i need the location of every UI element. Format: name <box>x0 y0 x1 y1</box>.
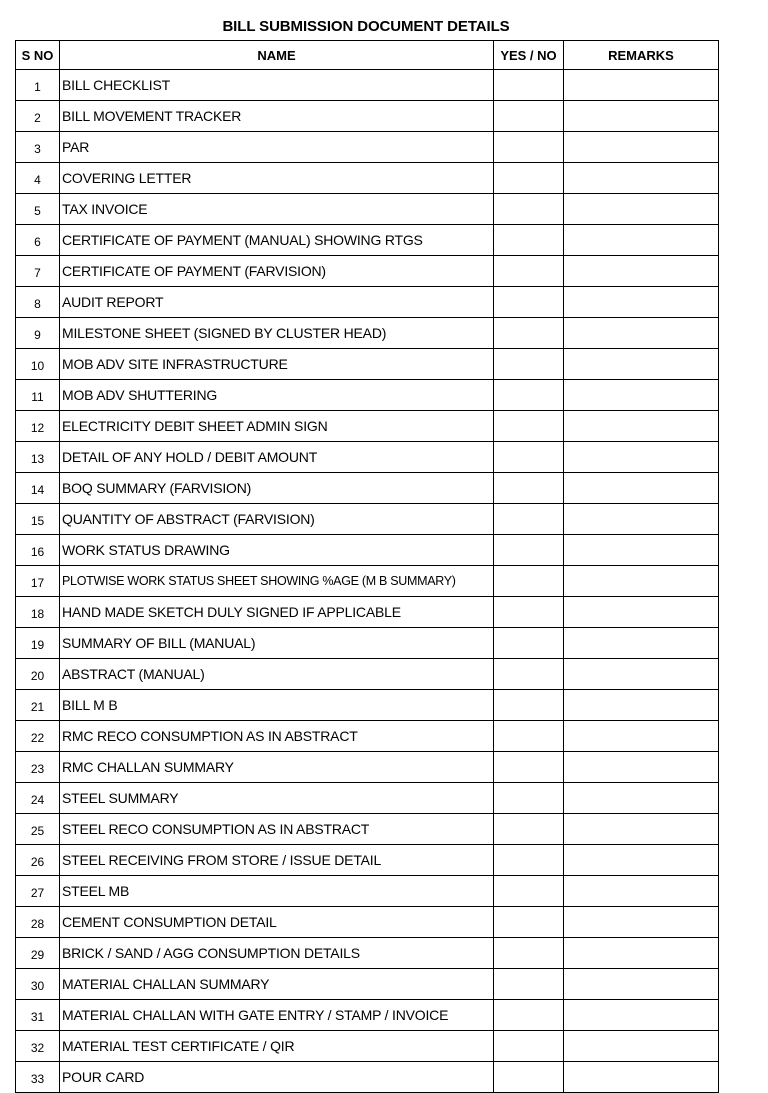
row-name-cell: STEEL RECEIVING FROM STORE / ISSUE DETAIL <box>60 845 494 876</box>
table-row <box>16 876 719 907</box>
row-yes-no-cell <box>494 411 564 442</box>
row-name-cell: BILL CHECKLIST <box>60 70 494 101</box>
row-remarks-cell <box>564 163 719 194</box>
row-yes-no-cell <box>494 628 564 659</box>
row-yes-no-cell <box>494 969 564 1000</box>
table-row <box>16 1062 719 1093</box>
row-yes-no-cell <box>494 659 564 690</box>
row-yes-no-cell <box>494 101 564 132</box>
table-row <box>16 535 719 566</box>
row-sno-cell: 23 <box>16 752 60 783</box>
table-row <box>16 659 719 690</box>
row-remarks-cell <box>564 132 719 163</box>
row-sno-cell: 3 <box>16 132 60 163</box>
row-sno-cell: 12 <box>16 411 60 442</box>
row-remarks-cell <box>564 194 719 225</box>
table-row <box>16 225 719 256</box>
row-remarks-cell <box>564 690 719 721</box>
row-remarks-cell <box>564 318 719 349</box>
table-row <box>16 349 719 380</box>
row-remarks-cell <box>564 411 719 442</box>
row-sno-cell: 26 <box>16 845 60 876</box>
row-name-cell: STEEL RECO CONSUMPTION AS IN ABSTRACT <box>60 814 494 845</box>
document-title: BILL SUBMISSION DOCUMENT DETAILS <box>222 18 510 35</box>
row-remarks-cell <box>564 1000 719 1031</box>
row-sno-cell: 25 <box>16 814 60 845</box>
row-remarks-cell <box>564 814 719 845</box>
row-remarks-cell <box>564 442 719 473</box>
row-remarks-cell <box>564 225 719 256</box>
table-row <box>16 628 719 659</box>
row-sno-cell: 20 <box>16 659 60 690</box>
row-sno-cell: 13 <box>16 442 60 473</box>
row-remarks-cell <box>564 783 719 814</box>
row-name-cell: SUMMARY OF BILL (MANUAL) <box>60 628 494 659</box>
row-sno-cell: 18 <box>16 597 60 628</box>
row-remarks-cell <box>564 566 719 597</box>
row-name-cell: PAR <box>60 132 494 163</box>
table-row <box>16 380 719 411</box>
row-name-cell: QUANTITY OF ABSTRACT (FARVISION) <box>60 504 494 535</box>
row-name-cell: MILESTONE SHEET (SIGNED BY CLUSTER HEAD) <box>60 318 494 349</box>
row-sno-cell: 17 <box>16 566 60 597</box>
table-row <box>16 566 719 597</box>
row-sno-cell: 15 <box>16 504 60 535</box>
row-remarks-cell <box>564 504 719 535</box>
row-yes-no-cell <box>494 721 564 752</box>
row-yes-no-cell <box>494 1062 564 1093</box>
table-row <box>16 163 719 194</box>
row-name-cell: BRICK / SAND / AGG CONSUMPTION DETAILS <box>60 938 494 969</box>
row-sno-cell: 21 <box>16 690 60 721</box>
row-remarks-cell <box>564 256 719 287</box>
row-name-cell: CERTIFICATE OF PAYMENT (FARVISION) <box>60 256 494 287</box>
table-row <box>16 318 719 349</box>
row-remarks-cell <box>564 907 719 938</box>
header-name: NAME <box>60 41 494 70</box>
row-remarks-cell <box>564 1062 719 1093</box>
row-yes-no-cell <box>494 318 564 349</box>
row-name-cell: STEEL MB <box>60 876 494 907</box>
row-sno-cell: 14 <box>16 473 60 504</box>
row-sno-cell: 19 <box>16 628 60 659</box>
row-remarks-cell <box>564 938 719 969</box>
row-name-cell: MOB ADV SHUTTERING <box>60 380 494 411</box>
table-row <box>16 1031 719 1062</box>
row-remarks-cell <box>564 70 719 101</box>
row-remarks-cell <box>564 659 719 690</box>
row-sno-cell: 7 <box>16 256 60 287</box>
row-remarks-cell <box>564 597 719 628</box>
row-sno-cell: 28 <box>16 907 60 938</box>
table-row <box>16 411 719 442</box>
row-remarks-cell <box>564 349 719 380</box>
row-yes-no-cell <box>494 938 564 969</box>
row-sno-cell: 29 <box>16 938 60 969</box>
row-sno-cell: 11 <box>16 380 60 411</box>
row-yes-no-cell <box>494 1031 564 1062</box>
row-yes-no-cell <box>494 1000 564 1031</box>
row-yes-no-cell <box>494 70 564 101</box>
row-sno-cell: 10 <box>16 349 60 380</box>
row-sno-cell: 27 <box>16 876 60 907</box>
row-sno-cell: 30 <box>16 969 60 1000</box>
table-row <box>16 287 719 318</box>
table-row <box>16 442 719 473</box>
row-sno-cell: 33 <box>16 1062 60 1093</box>
row-remarks-cell <box>564 876 719 907</box>
row-name-cell: MOB ADV SITE INFRASTRUCTURE <box>60 349 494 380</box>
table-row <box>16 845 719 876</box>
row-yes-no-cell <box>494 535 564 566</box>
table-row <box>16 969 719 1000</box>
row-sno-cell: 4 <box>16 163 60 194</box>
table-row <box>16 504 719 535</box>
table-row <box>16 132 719 163</box>
bill-submission-table <box>15 40 719 1093</box>
table-row <box>16 70 719 101</box>
row-name-cell: COVERING LETTER <box>60 163 494 194</box>
row-name-cell: CERTIFICATE OF PAYMENT (MANUAL) SHOWING RTGS <box>60 225 494 256</box>
row-sno-cell: 24 <box>16 783 60 814</box>
row-name-cell: HAND MADE SKETCH DULY SIGNED IF APPLICABLE <box>60 597 494 628</box>
row-yes-no-cell <box>494 256 564 287</box>
row-yes-no-cell <box>494 380 564 411</box>
table-row <box>16 597 719 628</box>
row-name-cell: BOQ SUMMARY (FARVISION) <box>60 473 494 504</box>
row-yes-no-cell <box>494 349 564 380</box>
table-row <box>16 473 719 504</box>
table-row <box>16 194 719 225</box>
row-sno-cell: 6 <box>16 225 60 256</box>
row-yes-no-cell <box>494 845 564 876</box>
row-yes-no-cell <box>494 876 564 907</box>
row-yes-no-cell <box>494 690 564 721</box>
row-sno-cell: 2 <box>16 101 60 132</box>
row-name-cell: BILL MOVEMENT TRACKER <box>60 101 494 132</box>
row-remarks-cell <box>564 969 719 1000</box>
row-remarks-cell <box>564 628 719 659</box>
table-body <box>16 70 719 1093</box>
table-row <box>16 814 719 845</box>
row-yes-no-cell <box>494 287 564 318</box>
row-yes-no-cell <box>494 907 564 938</box>
row-sno-cell: 8 <box>16 287 60 318</box>
row-remarks-cell <box>564 721 719 752</box>
row-name-cell: TAX INVOICE <box>60 194 494 225</box>
table-row <box>16 101 719 132</box>
table-row <box>16 907 719 938</box>
row-sno-cell: 9 <box>16 318 60 349</box>
table-row <box>16 256 719 287</box>
row-remarks-cell <box>564 473 719 504</box>
row-name-cell: ABSTRACT (MANUAL) <box>60 659 494 690</box>
row-sno-cell: 16 <box>16 535 60 566</box>
row-yes-no-cell <box>494 814 564 845</box>
row-name-cell: POUR CARD <box>60 1062 494 1093</box>
row-yes-no-cell <box>494 783 564 814</box>
row-name-cell: WORK STATUS DRAWING <box>60 535 494 566</box>
row-yes-no-cell <box>494 194 564 225</box>
row-name-cell: CEMENT CONSUMPTION DETAIL <box>60 907 494 938</box>
row-name-cell: BILL M B <box>60 690 494 721</box>
table-row <box>16 783 719 814</box>
row-name-cell: ELECTRICITY DEBIT SHEET ADMIN SIGN <box>60 411 494 442</box>
row-sno-cell: 5 <box>16 194 60 225</box>
row-name-cell: MATERIAL CHALLAN SUMMARY <box>60 969 494 1000</box>
row-yes-no-cell <box>494 597 564 628</box>
row-name-cell: MATERIAL TEST CERTIFICATE / QIR <box>60 1031 494 1062</box>
row-remarks-cell <box>564 752 719 783</box>
row-name-cell: DETAIL OF ANY HOLD / DEBIT AMOUNT <box>60 442 494 473</box>
row-yes-no-cell <box>494 752 564 783</box>
table-row <box>16 1000 719 1031</box>
row-yes-no-cell <box>494 473 564 504</box>
row-yes-no-cell <box>494 163 564 194</box>
row-remarks-cell <box>564 535 719 566</box>
row-yes-no-cell <box>494 132 564 163</box>
row-name-cell: MATERIAL CHALLAN WITH GATE ENTRY / STAMP / INVOICE <box>60 1000 494 1031</box>
table-header-row <box>16 41 719 70</box>
header-remarks: REMARKS <box>564 41 719 70</box>
row-name-cell: STEEL SUMMARY <box>60 783 494 814</box>
header-sno: S NO <box>16 41 60 70</box>
row-remarks-cell <box>564 845 719 876</box>
row-name-cell: AUDIT REPORT <box>60 287 494 318</box>
row-remarks-cell <box>564 287 719 318</box>
table-row <box>16 721 719 752</box>
table-row <box>16 690 719 721</box>
row-name-cell: PLOTWISE WORK STATUS SHEET SHOWING %AGE (M B SUMMARY) <box>60 566 494 597</box>
row-sno-cell: 32 <box>16 1031 60 1062</box>
table-row <box>16 752 719 783</box>
row-sno-cell: 1 <box>16 70 60 101</box>
header-yes-no: YES / NO <box>494 41 564 70</box>
row-name-cell: RMC CHALLAN SUMMARY <box>60 752 494 783</box>
table-row <box>16 938 719 969</box>
row-yes-no-cell <box>494 566 564 597</box>
row-sno-cell: 31 <box>16 1000 60 1031</box>
row-remarks-cell <box>564 1031 719 1062</box>
row-name-cell: RMC RECO CONSUMPTION AS IN ABSTRACT <box>60 721 494 752</box>
row-sno-cell: 22 <box>16 721 60 752</box>
row-yes-no-cell <box>494 504 564 535</box>
row-yes-no-cell <box>494 442 564 473</box>
row-remarks-cell <box>564 380 719 411</box>
row-yes-no-cell <box>494 225 564 256</box>
row-remarks-cell <box>564 101 719 132</box>
